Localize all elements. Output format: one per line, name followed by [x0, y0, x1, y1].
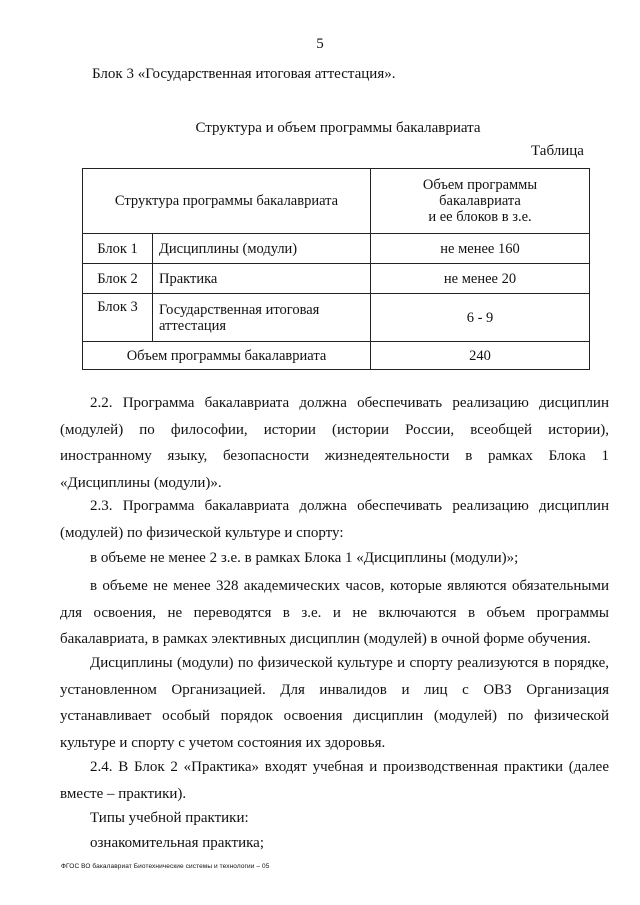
- header-structure: Структура программы бакалавриата: [83, 169, 371, 234]
- page-number: 5: [316, 36, 324, 52]
- row-block: Блок 3: [83, 294, 153, 342]
- row-name-line: аттестация: [159, 317, 227, 334]
- practice-types-heading: Типы учебной практики:: [90, 810, 249, 826]
- row-volume: 6 - 9: [371, 294, 590, 342]
- paragraph-sport: Дисциплины (модули) по физической культуре и спорту реализуются в порядке, установленном Организацией. Для инвалидов и лиц с ОВЗ Организация устанавливает особый порядок освоения дисциплин (модулей) по физической культуре и спорту с учетом состояния их здоровья.: [60, 655, 609, 751]
- table-row: [83, 294, 590, 342]
- row-volume: не менее 160: [371, 234, 590, 264]
- row-name: Практика: [153, 264, 371, 294]
- table-title: Структура и объем программы бакалавриата: [195, 120, 481, 136]
- row-name: [153, 294, 371, 342]
- row-name: Дисциплины (модули): [153, 234, 371, 264]
- program-structure-table: [82, 168, 590, 370]
- table-header-row: [83, 169, 590, 234]
- table-total-row: [83, 342, 590, 370]
- header-volume-line: Объем программы: [422, 177, 538, 193]
- paragraph-2-3-item-b: в объеме не менее 328 академических часов, которые являются обязательными для освоения, не переводятся в з.е. и не включаются в объем программы бакалавриата, в рамках элективных дисциплин (модулей) в очной форме обучения.: [60, 578, 609, 647]
- table-row: [83, 234, 590, 264]
- row-block: Блок 2: [83, 264, 153, 294]
- header-volume-line: и ее блоков в з.е.: [428, 209, 532, 225]
- row-block: Блок 1: [83, 234, 153, 264]
- table-label: Таблица: [531, 143, 584, 159]
- paragraph-2-3: 2.3. Программа бакалавриата должна обеспечивать реализацию дисциплин (модулей) по физической культуре и спорту:: [60, 498, 609, 541]
- total-value: 240: [371, 342, 590, 370]
- paragraph-2-2: 2.2. Программа бакалавриата должна обеспечивать реализацию дисциплин (модулей) по философии, истории (истории России, всеобщей истории), иностранному языку, безопасности жизнедеятельности в рамках Блока 1 «Дисциплины (модули)».: [60, 395, 609, 491]
- footer-note: ФГОС ВО бакалавриат Биотехнические системы и технологии – 05: [61, 863, 270, 870]
- paragraph-2-3-item-a: в объеме не менее 2 з.е. в рамках Блока 1 «Дисциплины (модули)»;: [90, 550, 519, 566]
- total-label: Объем программы бакалавриата: [83, 342, 371, 370]
- block3-line: Блок 3 «Государственная итоговая аттестация».: [92, 66, 396, 82]
- table-row: [83, 264, 590, 294]
- paragraph-2-4: 2.4. В Блок 2 «Практика» входят учебная и производственная практики (далее вместе – практики).: [60, 759, 609, 802]
- header-volume-line: бакалавриата: [439, 193, 521, 209]
- row-volume: не менее 20: [371, 264, 590, 294]
- practice-type-item: ознакомительная практика;: [90, 835, 264, 851]
- row-name-line: Государственная итоговая: [159, 301, 320, 318]
- header-volume: [371, 169, 590, 234]
